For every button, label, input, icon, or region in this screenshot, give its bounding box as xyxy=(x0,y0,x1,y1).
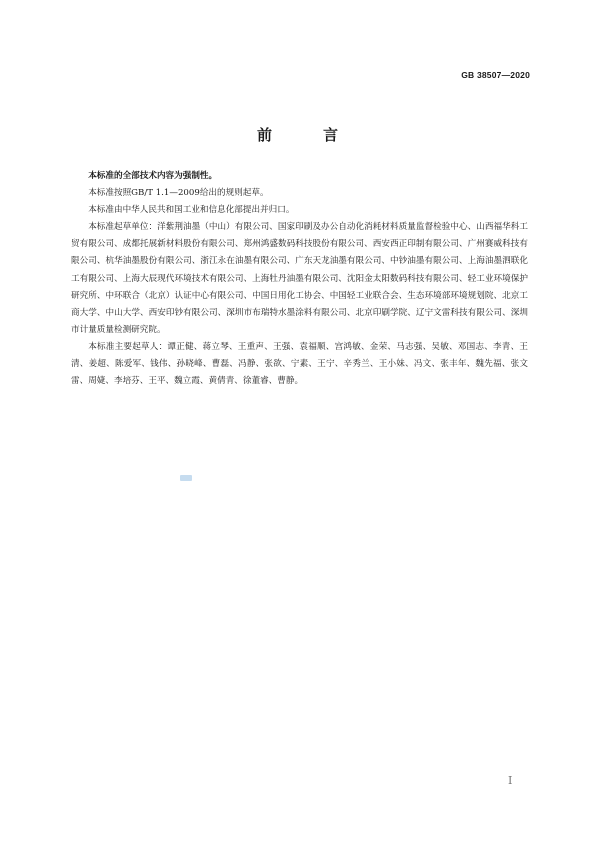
paragraph-mandatory-statement: 本标准的全部技术内容为强制性。 xyxy=(88,171,218,181)
paragraph-drafting-units: 本标准起草单位：洋紫荆油墨（中山）有限公司、国家印刷及办公自动化消耗材料质量监督检验中心、山西福华科工贸有限公司、成都托展新材料股份有限公司、郑州鸿盛数码科技股份有限公司、西安西正印制有限公司、广州赛威科技有限公司、杭华油墨股份有限公司、浙江永在油墨有限公司、广东天龙油墨有限公司、中钞油墨有限公司、上海油墨泗联化工有限公司、上海大辰现代环境技术有限公司、上海牡丹油墨有限公司、沈阳金太阳数码科技有限公司、轻工业环境保护研究所、中环联合（北京）认证中心有限公司、中国日用化工协会、中国轻工业联合会、生态环境部环境规划院、北京工商大学、中山大学、西安印钞有限公司、深圳市布瑞特水墨涂料有限公司、北京印刷学院、辽宁文雷科技有限公司、深圳市计量质量检测研究院。 xyxy=(71,222,528,335)
paragraph-proposer: 本标准由中华人民共和国工业和信息化部提出并归口。 xyxy=(88,205,295,216)
page-title: 前 言 xyxy=(256,126,356,144)
body-text xyxy=(71,168,528,390)
standard-code: GB 38507—2020 xyxy=(461,70,530,80)
page-number: I xyxy=(508,774,513,787)
watermark-stamp xyxy=(180,475,192,481)
paragraph-drafters: 本标准主要起草人：谭正健、蒋立琴、王重声、王强、袁福顺、宫鸿敏、金荣、马志强、吴敏、邓国志、李青、王清、姜超、陈爱军、钱伟、孙晓峰、曹磊、冯静、张欲、宁素、王宁、辛秀兰、王小妹、冯文、张丰年、魏先福、张文雷、周婕、李培芬、王平、魏立霞、黄倩青、徐董睿、曹静。 xyxy=(71,341,528,387)
paragraph-drafting-rules: 本标准按照GB/T 1.1—2009给出的规则起草。 xyxy=(88,188,269,199)
